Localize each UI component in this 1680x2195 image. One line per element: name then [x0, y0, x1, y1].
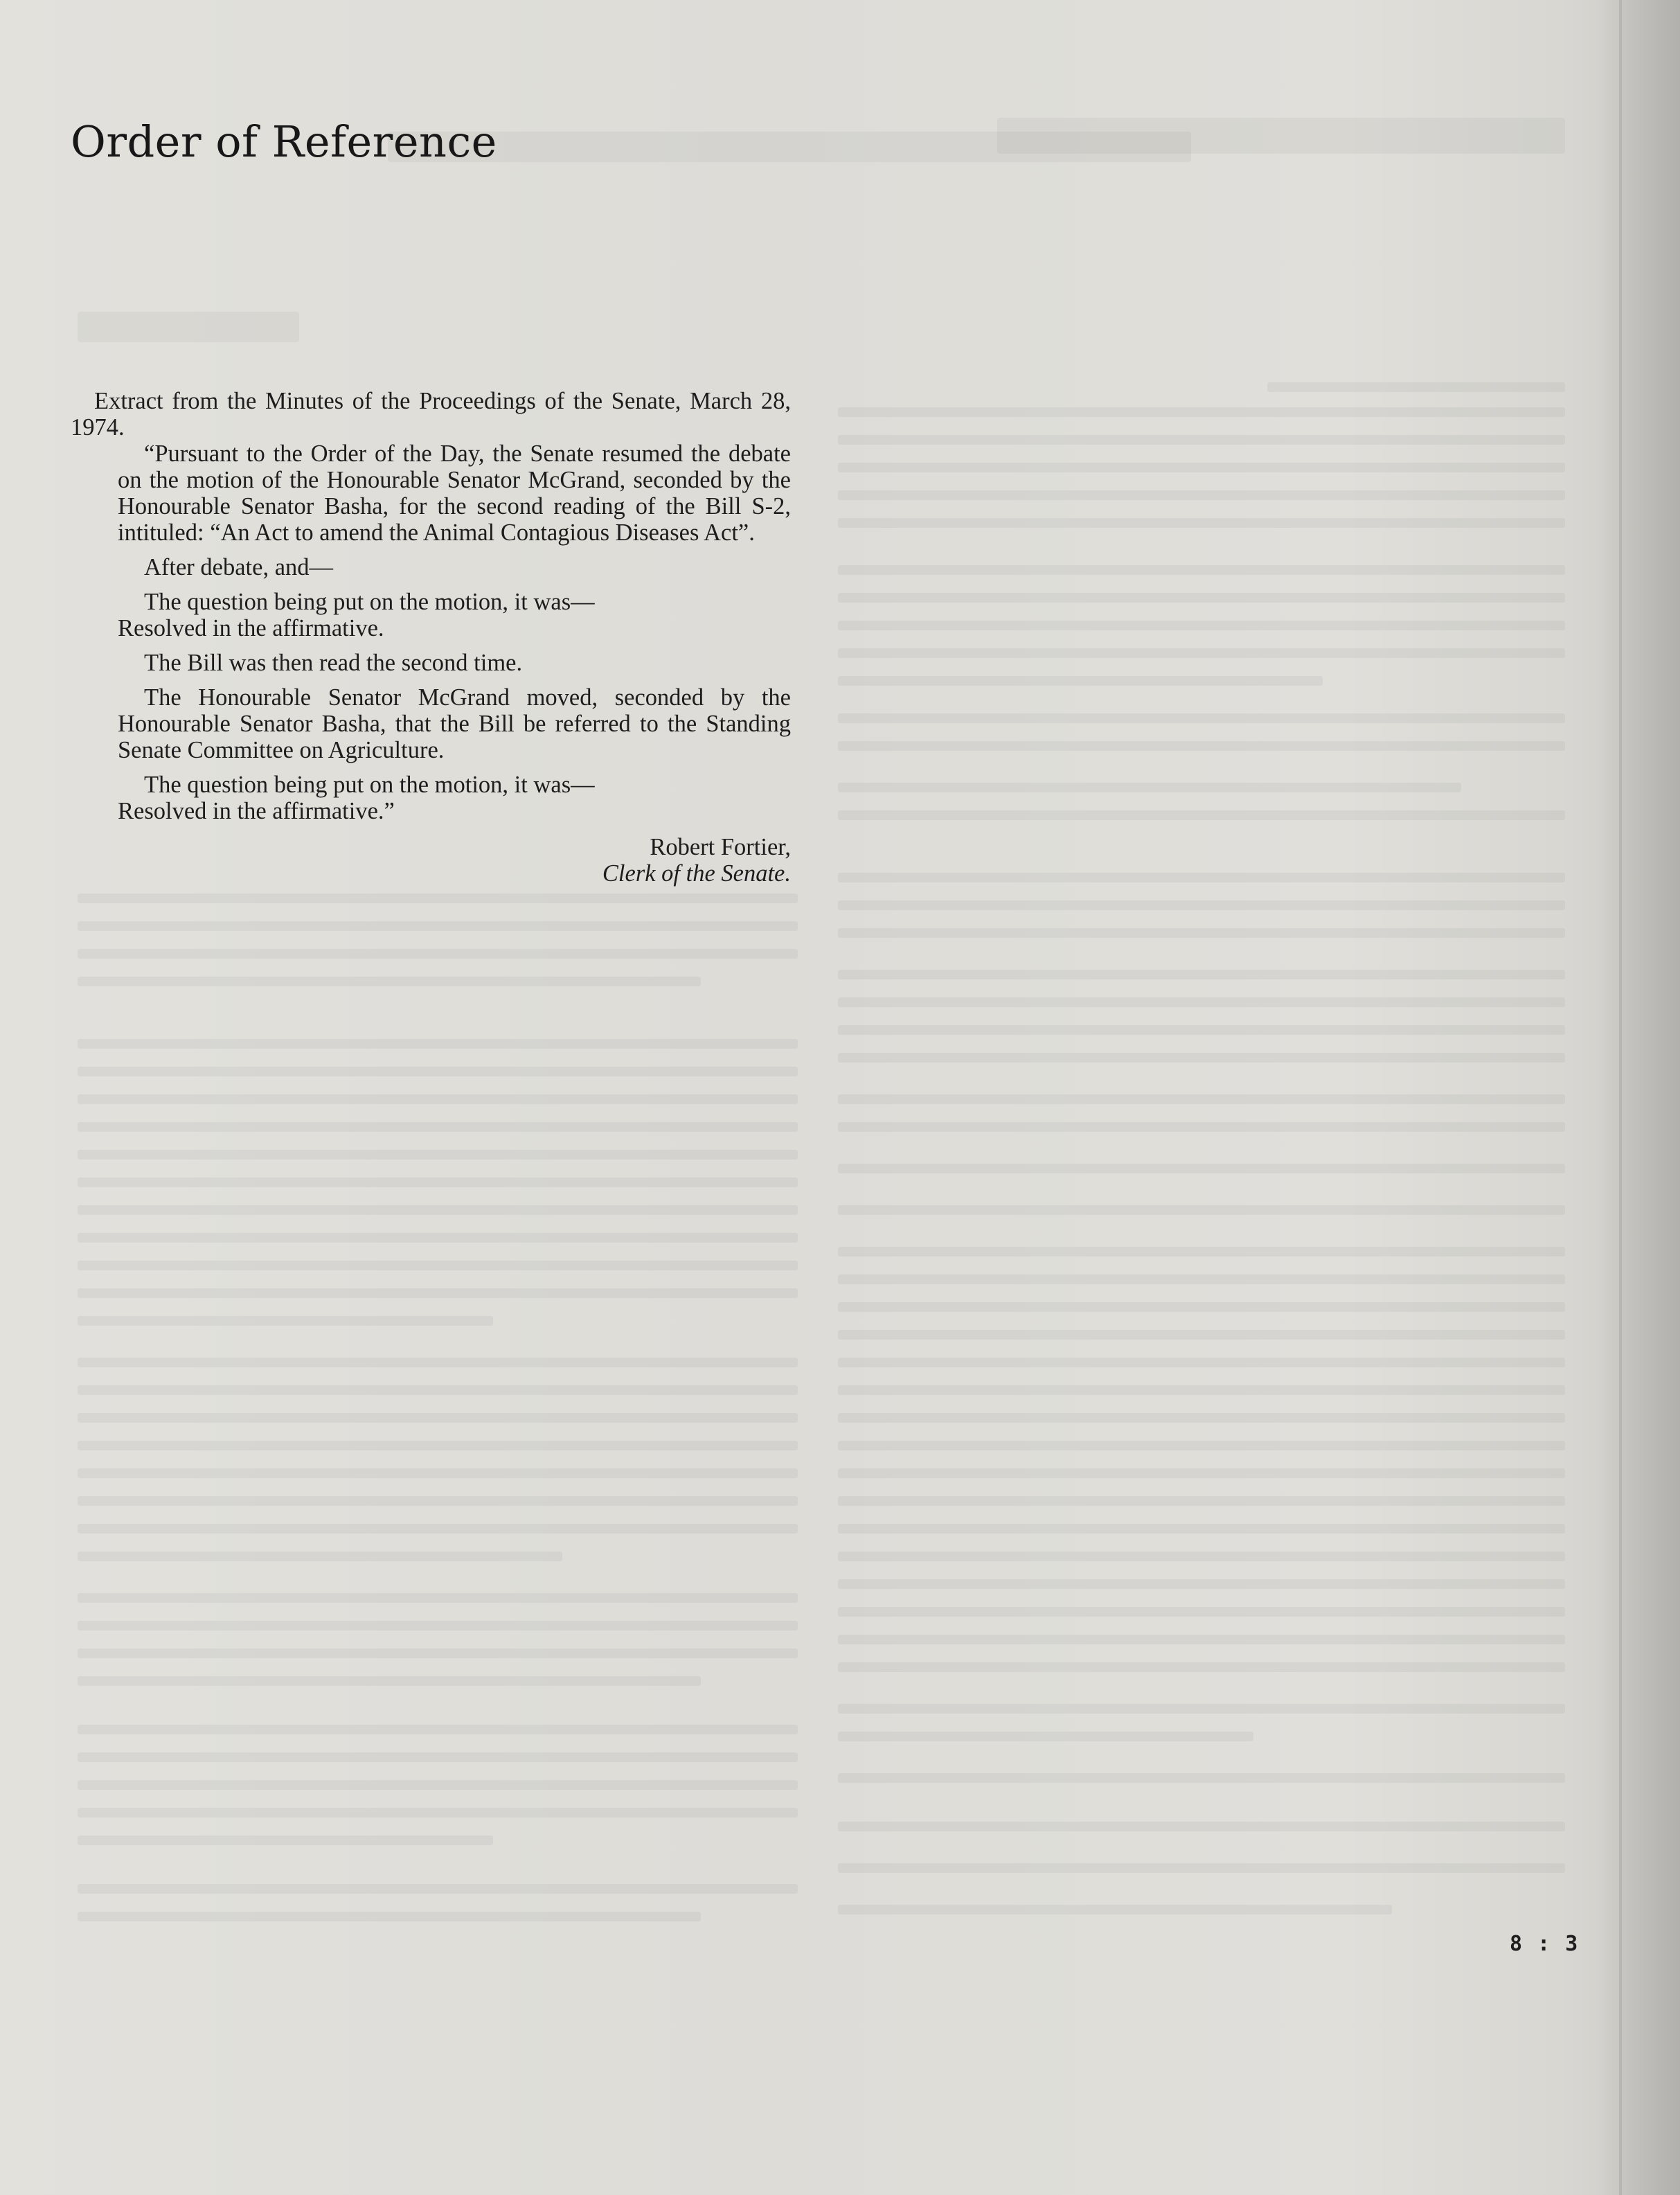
extract-resolved-second: Resolved in the affirmative.” — [118, 798, 395, 824]
signature-title: Clerk of the Senate. — [602, 860, 791, 887]
signature-name: Robert Fortier, — [650, 834, 791, 860]
extract-resolved-first: Resolved in the affirmative. — [118, 615, 384, 641]
extract-after-debate: After debate, and— — [144, 554, 334, 580]
page-edge-shadow — [1597, 0, 1680, 2195]
extract-question-second: The question being put on the motion, it was— — [144, 772, 595, 798]
page-number: 8 : 3 — [1510, 1932, 1580, 1956]
extract-quote-paragraph: “Pursuant to the Order of the Day, the Senate resumed the debate on the motion of the Honourable Senator McGrand, seconded by the Honourable Senator Basha, for the second reading of the Bill S-2, intituled: “An Act to amend the Animal Contagious Diseases Act”. — [118, 441, 791, 546]
page-title: Order of Reference — [71, 116, 497, 167]
extract-second-reading: The Bill was then read the second time. — [144, 650, 523, 676]
order-of-reference-extract — [71, 388, 791, 887]
extract-intro: Extract from the Minutes of the Proceedings of the Senate, March 28, 1974. — [71, 388, 791, 441]
extract-motion-referral: The Honourable Senator McGrand moved, seconded by the Honourable Senator Basha, that the Bill be referred to the Standing Senate Committee on Agriculture. — [118, 684, 791, 763]
extract-question-first: The question being put on the motion, it was— — [144, 589, 595, 615]
